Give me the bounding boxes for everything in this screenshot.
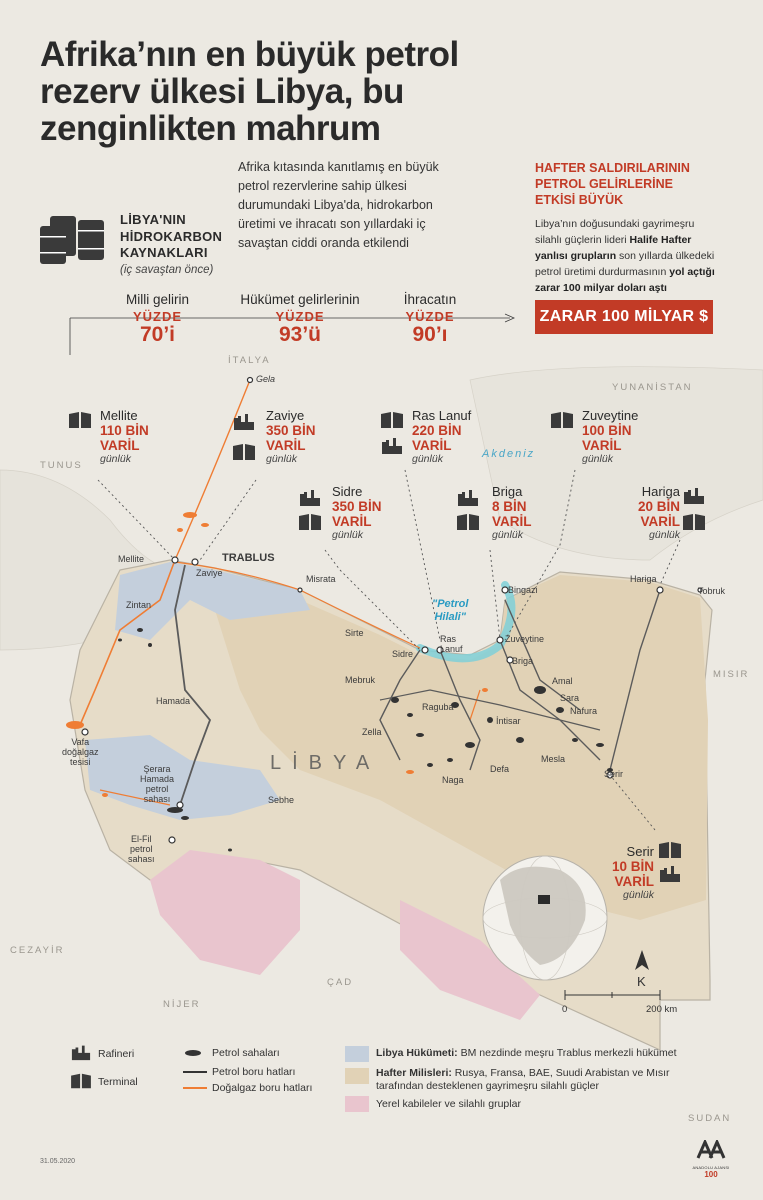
refinery-icon bbox=[70, 1042, 92, 1062]
city-nafura: Nafura bbox=[570, 706, 598, 716]
stat-yuzde: YÜZDE bbox=[405, 309, 455, 324]
facility-value: VARİL bbox=[412, 438, 452, 453]
sea-label: Akdeniz bbox=[482, 448, 536, 460]
refinery-icon bbox=[232, 410, 256, 432]
facility-unit: günlük bbox=[412, 453, 443, 465]
terminal-icon bbox=[232, 442, 256, 462]
city-tobruk: Tobruk bbox=[698, 586, 726, 596]
footer-date: 31.05.2020 bbox=[40, 1158, 76, 1165]
city-raslanuf: Ras Lanuf bbox=[440, 634, 463, 654]
city-serir: Serir bbox=[604, 769, 624, 779]
terminal-icon bbox=[658, 840, 682, 860]
facility-value: VARİL bbox=[100, 438, 140, 453]
aa-logo-icon bbox=[696, 1140, 726, 1160]
barrels-icon bbox=[38, 208, 110, 266]
country-egypt: MISIR bbox=[713, 669, 750, 680]
facility-name: Serir bbox=[626, 844, 654, 859]
hafter-paragraph: Libya’nın doğusundaki gayrimeşru silahlı güçlerin lideri Halife Hafter yanlısı grupların son yıllarda ülkedeki petrol üretimi durdurmasının yol açtığı zarar 100 milyar doları aştı bbox=[535, 218, 715, 294]
refinery-icon bbox=[658, 862, 682, 884]
terminal-icon bbox=[380, 410, 404, 430]
city-sirte: Sirte bbox=[345, 628, 364, 638]
city-zuveytine: Zuveytine bbox=[505, 634, 545, 644]
facility-unit: günlük bbox=[100, 453, 131, 465]
gas-pipeline bbox=[175, 380, 250, 560]
legend-swatch-hafter bbox=[345, 1068, 369, 1084]
stat-yuzde: YÜZDE bbox=[132, 309, 183, 324]
legend-swatch-gov bbox=[345, 1046, 369, 1062]
terminal-icon bbox=[456, 512, 480, 532]
stat-yuzde: YÜZDE bbox=[275, 309, 325, 324]
city-sara: Sara bbox=[560, 693, 580, 703]
legend-gas-pipe: Doğalgaz boru hatları bbox=[212, 1082, 313, 1094]
country-niger: NİJER bbox=[163, 999, 201, 1010]
stat-percent: 93’ü bbox=[278, 323, 322, 346]
city-naga: Naga bbox=[442, 775, 464, 785]
terminal-icon bbox=[682, 512, 706, 532]
facility-name: Hariga bbox=[641, 484, 680, 499]
city-mellite: Mellite bbox=[118, 554, 145, 564]
facility-value: 220 BİN bbox=[412, 423, 462, 438]
facility-name: Zaviye bbox=[266, 408, 305, 423]
country-chad: ÇAD bbox=[327, 977, 354, 988]
resources-title-line: KAYNAKLARI bbox=[120, 245, 208, 260]
city-hariga: Hariga bbox=[630, 574, 657, 584]
stat-exports bbox=[385, 292, 475, 346]
facility-value: VARİL bbox=[582, 438, 622, 453]
facility-value: 110 BİN bbox=[100, 423, 149, 438]
facility-value: 10 BİN bbox=[611, 859, 654, 874]
legend-government: Libya Hükümeti: BM nezdinde meşru Trablus merkezli hükümet bbox=[376, 1047, 677, 1059]
facility-unit: günlük bbox=[332, 529, 363, 541]
refinery-icon bbox=[298, 486, 322, 508]
intro-text: Afrika kıtasında kanıtlamış en büyük petrol rezervlerine sahip ülkesi durumundaki Libya'da, hidrokarbon üretimi ve ihracatı son yıllardaki iç savaştan ciddi oranda etkilendi bbox=[238, 160, 439, 250]
facility-name: Ras Lanuf bbox=[412, 408, 472, 423]
facility-unit: günlük bbox=[266, 453, 297, 465]
refinery-icon bbox=[456, 486, 480, 508]
hafter-heading-line: HAFTER SALDIRILARININ bbox=[535, 161, 690, 175]
resources-title-line: HİDROKARBON bbox=[120, 228, 223, 244]
tribes-zone bbox=[150, 850, 300, 975]
city-raguba: Raguba bbox=[422, 702, 454, 712]
city-sidre: Sidre bbox=[392, 649, 414, 659]
city-hamada: Hamada bbox=[156, 696, 191, 706]
facility-unit: günlük bbox=[649, 529, 680, 541]
resources-title-line: LİBYA'NIN bbox=[120, 212, 186, 227]
facility-name: Mellite bbox=[100, 408, 138, 423]
city-mebruk: Mebruk bbox=[345, 675, 376, 685]
legend-hafter: Hafter Milisleri: Rusya, Fransa, BAE, Suudi Arabistan ve Mısır tarafından desteklenen gayrimeşru silahlı güçler bbox=[376, 1067, 670, 1092]
facility-value: 350 BİN bbox=[332, 499, 382, 514]
stat-percent: 90’ı bbox=[412, 323, 448, 346]
logo-brand: ANADOLU AJANSI bbox=[692, 1165, 730, 1170]
city-zella: Zella bbox=[362, 727, 382, 737]
petrol-hilali-label: "Petrol Hilali" bbox=[432, 598, 469, 623]
country-greece: YUNANİSTAN bbox=[612, 382, 693, 393]
hafter-heading-line: PETROL GELİRLERİNE bbox=[535, 177, 673, 191]
facility-name: Sidre bbox=[332, 484, 363, 499]
terminal-icon bbox=[70, 1072, 92, 1090]
city-serara: Şerara Hamada petrol sahası bbox=[140, 764, 175, 804]
facility-unit: günlük bbox=[492, 529, 523, 541]
legend-label: Terminal bbox=[98, 1076, 138, 1088]
country-libya: LİBYA bbox=[270, 752, 381, 774]
facility-name: Briga bbox=[492, 484, 523, 499]
facility-value: 8 BİN bbox=[492, 499, 527, 514]
stat-percent: 70’i bbox=[139, 323, 176, 346]
terminal-icon bbox=[298, 512, 322, 532]
refinery-icon bbox=[682, 484, 706, 506]
legend-oil-pipe: Petrol boru hatları bbox=[212, 1066, 296, 1078]
city-misrata: Misrata bbox=[306, 574, 336, 584]
legend-label: Rafineri bbox=[98, 1048, 135, 1060]
stat-government-revenue bbox=[225, 292, 375, 346]
globe-icon bbox=[483, 856, 607, 980]
city-bingazi: Bingazi bbox=[508, 585, 538, 595]
city-intisar: İntisar bbox=[496, 716, 521, 726]
stat-label: Hükümet gelirlerinin bbox=[240, 292, 360, 307]
city-gela: Gela bbox=[256, 374, 276, 384]
stat-national-income bbox=[105, 292, 210, 346]
resources-title bbox=[120, 212, 222, 262]
city-zaviye: Zaviye bbox=[196, 568, 223, 578]
legend-swatch-tribes bbox=[345, 1096, 369, 1112]
facility-value: 350 BİN bbox=[266, 423, 316, 438]
facility-value: VARİL bbox=[332, 514, 372, 529]
refinery-icon bbox=[380, 434, 404, 456]
resources-subtitle: (iç savaştan önce) bbox=[120, 264, 214, 276]
compass-label: K bbox=[637, 974, 646, 989]
country-tunisia: TUNUS bbox=[40, 460, 83, 471]
country-italy: İTALYA bbox=[228, 355, 271, 366]
facility-value: VARİL bbox=[492, 514, 532, 529]
facility-value: 20 BİN bbox=[637, 499, 680, 514]
hafter-heading bbox=[535, 160, 725, 208]
country-algeria: CEZAYİR bbox=[10, 945, 65, 956]
aa-logo bbox=[692, 1140, 730, 1179]
facility-value: 100 BİN bbox=[582, 423, 632, 438]
facility-value: VARİL bbox=[640, 514, 680, 529]
city-sebhe: Sebhe bbox=[268, 795, 295, 805]
stat-label: İhracatın bbox=[403, 292, 457, 307]
city-briga: Briga bbox=[512, 656, 534, 666]
loss-box: ZARAR 100 MİLYAR $ bbox=[535, 300, 713, 334]
country-sudan: SUDAN bbox=[688, 1113, 732, 1124]
city-trablus: TRABLUS bbox=[222, 552, 275, 564]
city-vafa: Vafa doğalgaz tesisi bbox=[62, 737, 99, 767]
facility-value: VARİL bbox=[614, 874, 654, 889]
stat-label: Milli gelirin bbox=[125, 292, 189, 307]
legend-tribes: Yerel kabileler ve silahlı gruplar bbox=[376, 1098, 521, 1110]
city-mesla: Mesla bbox=[541, 754, 566, 764]
city-zintan: Zintan bbox=[126, 600, 152, 610]
facility-name: Zuveytine bbox=[582, 408, 639, 423]
page-title: Afrika’nın en büyük petrol rezerv ülkesi Libya, bu zenginlikten mahrum bbox=[40, 35, 459, 148]
legend-oilfields: Petrol sahaları bbox=[212, 1047, 280, 1059]
facility-unit: günlük bbox=[582, 453, 613, 465]
city-amal: Amal bbox=[552, 676, 573, 686]
city-defa: Defa bbox=[490, 764, 510, 774]
hafter-heading-line: ETKİSİ BÜYÜK bbox=[535, 193, 624, 207]
scale-zero: 0 bbox=[562, 1004, 568, 1015]
logo-anniversary: 100 bbox=[704, 1170, 718, 1179]
facility-value: VARİL bbox=[266, 438, 306, 453]
city-elfil: El-Fil petrol sahası bbox=[128, 834, 155, 864]
terminal-icon bbox=[550, 410, 574, 430]
terminal-icon bbox=[68, 410, 92, 430]
legend-oilfield-icon bbox=[185, 1050, 201, 1056]
facility-unit: günlük bbox=[623, 889, 654, 901]
scale-max: 200 km bbox=[646, 1004, 678, 1015]
